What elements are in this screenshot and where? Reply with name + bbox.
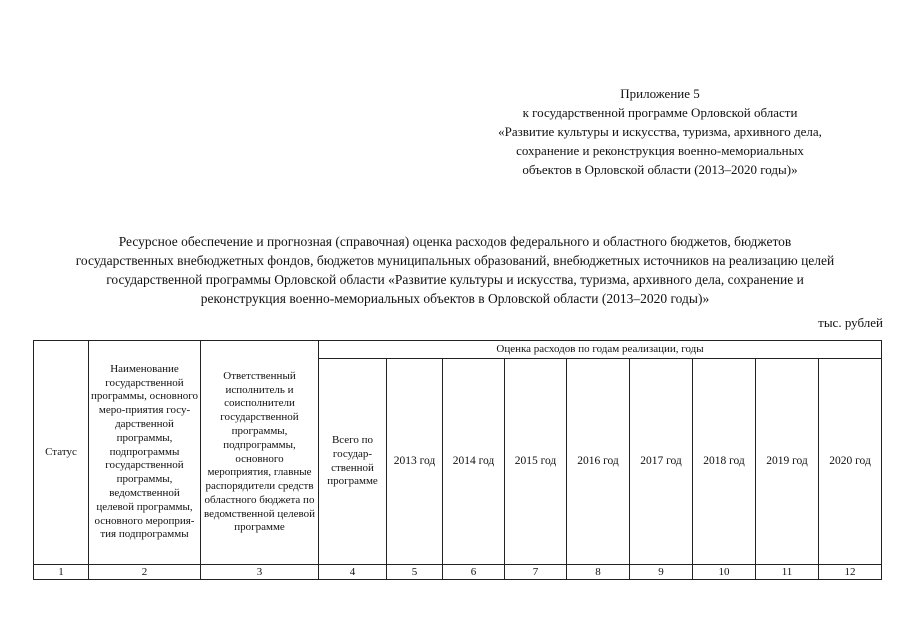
year-header: 2013 год <box>387 359 443 565</box>
document-title <box>20 232 890 308</box>
total-header: Всего по государ-ственной программе <box>319 359 387 565</box>
column-number: 2 <box>89 565 201 580</box>
column-number: 11 <box>756 565 819 580</box>
year-header: 2017 год <box>630 359 693 565</box>
column-number: 8 <box>567 565 630 580</box>
status-header: Статус <box>34 341 89 565</box>
column-number: 1 <box>34 565 89 580</box>
year-header: 2019 год <box>756 359 819 565</box>
column-number: 7 <box>505 565 567 580</box>
column-number: 5 <box>387 565 443 580</box>
column-number: 9 <box>630 565 693 580</box>
year-header: 2016 год <box>567 359 630 565</box>
column-number: 10 <box>693 565 756 580</box>
appendix-line: сохранение и реконструкция военно-мемориальных <box>516 143 804 158</box>
appendix-header <box>440 84 880 179</box>
year-header: 2018 год <box>693 359 756 565</box>
year-header: 2014 год <box>443 359 505 565</box>
units-label: тыс. рублей <box>818 315 883 330</box>
title-line: государственных внебюджетных фондов, бюджетов муниципальных образований, внебюджетных источников на реализацию целей <box>75 253 835 268</box>
appendix-line: Приложение 5 <box>620 86 700 101</box>
column-number: 6 <box>443 565 505 580</box>
name-header: Наименование государственной программы, основного меро-приятия госу-дарственной программы, подпрограммы государственной программы, ведомственной целевой программы, основного мероприя-тия подпрограммы <box>89 341 201 565</box>
appendix-line: к государственной программе Орловской области <box>522 105 798 120</box>
column-number: 12 <box>819 565 882 580</box>
year-header: 2020 год <box>819 359 882 565</box>
year-header: 2015 год <box>505 359 567 565</box>
budget-table <box>33 340 882 580</box>
appendix-line: «Развитие культуры и искусства, туризма, архивного дела, <box>498 124 822 139</box>
appendix-line: объектов в Орловской области (2013–2020 годы)» <box>522 162 798 177</box>
responsible-header: Ответственный исполнитель и соисполнители государственной программы, подпрограммы, основного мероприятия, главные распорядители средств областного бюджета по ведомственной целевой программе <box>201 341 319 565</box>
title-line: Ресурсное обеспечение и прогнозная (справочная) оценка расходов федерального и областного бюджетов, бюджетов <box>118 234 792 249</box>
estimate-header: Оценка расходов по годам реализации, годы <box>319 341 882 359</box>
column-number: 3 <box>201 565 319 580</box>
title-line: государственной программы Орловской области «Развитие культуры и искусства, туризма, архивного дела, сохранение и <box>106 272 804 287</box>
column-number: 4 <box>319 565 387 580</box>
title-line: реконструкция военно-мемориальных объектов в Орловской области (2013–2020 годы)» <box>200 291 710 306</box>
